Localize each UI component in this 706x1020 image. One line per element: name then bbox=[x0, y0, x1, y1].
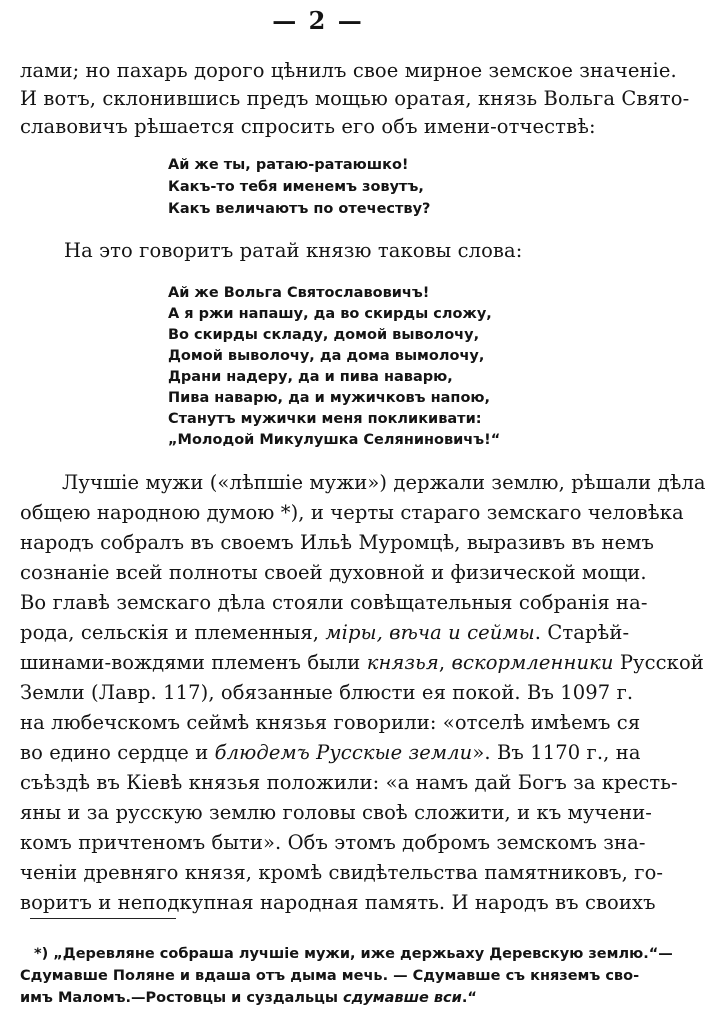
main-line-7-italic-1: князья bbox=[366, 651, 439, 674]
verse-one-line-3: Какъ величаютъ по отечеству? bbox=[168, 201, 431, 217]
verse-one-line-2: Какъ-то тебя именемъ зовутъ, bbox=[168, 179, 424, 195]
footnote-line-2: Сдумавше Поляне и вдаша отъ дыма мечь. — Сдумавше съ княземъ сво- bbox=[20, 968, 640, 984]
main-line-8: Земли (Лавр. 117), обязанные блюсти ея покой. Въ 1097 г. bbox=[20, 681, 634, 704]
main-line-5: Во главѣ земскаго дѣла стояли совѣщательныя собранія на- bbox=[20, 591, 648, 614]
main-line-4: сознаніе всей полноты своей духовной и физической мощи. bbox=[20, 561, 647, 584]
main-line-1: Лучшіе мужи («лѣпшіе мужи») держали землю, рѣшали дѣла bbox=[62, 471, 706, 494]
opening-line-3: славовичъ рѣшается спросить его объ имени-отчествѣ: bbox=[20, 115, 596, 138]
main-line-6-part-c: . Старѣй- bbox=[534, 621, 630, 644]
verse-two-line-3: Во скирды складу, домой выволочу, bbox=[168, 327, 480, 343]
footnote-line-3-italic: сдумавше вси bbox=[343, 990, 462, 1006]
main-line-10-part-c: ». Въ 1170 г., на bbox=[472, 741, 641, 764]
main-line-10-italic: блюдемъ Русскые земли bbox=[214, 741, 473, 764]
main-line-7-italic-2: вскормленники bbox=[451, 651, 614, 674]
verse-two-line-8: „Молодой Микулушка Селяниновичъ!“ bbox=[168, 432, 501, 448]
main-line-10 bbox=[20, 740, 641, 766]
footnote-line-1: *) „Деревляне собраша лучшіе мужи, иже держьаху Деревскую землю.“— bbox=[34, 946, 673, 962]
footnote-line-3-part-a: имъ Маломъ.—Ростовцы и суздальцы bbox=[20, 990, 344, 1006]
footnote-line-3 bbox=[20, 988, 477, 1008]
main-line-7-part-c: , bbox=[438, 651, 452, 674]
main-line-7-part-a: шинами-вождями племенъ были bbox=[20, 651, 367, 674]
main-line-11: съѣздѣ въ Кіевѣ князья положили: «а намъ дай Богъ за кресть- bbox=[20, 771, 678, 794]
middle-line: На это говоритъ ратай князю таковы слова: bbox=[64, 239, 523, 262]
verse-two-line-4: Домой выволочу, да дома вымолочу, bbox=[168, 348, 485, 364]
page-number: — 2 — bbox=[272, 6, 364, 35]
main-line-12: яны и за русскую землю головы своѣ сложити, и къ мучени- bbox=[20, 801, 652, 824]
main-line-6-italic: міры, вѣча и сеймы bbox=[325, 621, 535, 644]
opening-line-1: лами; но пахарь дорого цѣнилъ свое мирное земское значеніе. bbox=[20, 59, 677, 82]
main-line-9: на любечскомъ сеймѣ князья говорили: «отселѣ имѣемъ ся bbox=[20, 711, 641, 734]
main-line-6 bbox=[20, 620, 630, 646]
footnote-divider bbox=[30, 918, 176, 919]
main-line-6-part-a: рода, сельскія и племенныя, bbox=[20, 621, 326, 644]
footnote-line-3-part-c: .“ bbox=[461, 990, 477, 1006]
main-line-10-part-a: во едино сердце и bbox=[20, 741, 215, 764]
main-line-2: общею народною думою *), и черты стараго земскаго человѣка bbox=[20, 501, 684, 524]
verse-one-line-1: Ай же ты, ратаю-ратаюшко! bbox=[168, 157, 409, 173]
verse-two-line-1: Ай же Вольга Святославовичъ! bbox=[168, 285, 430, 301]
opening-line-2: И вотъ, склонившись предъ мощью оратая, князь Вольга Свято- bbox=[20, 87, 690, 110]
main-line-3: народъ собралъ въ своемъ Ильѣ Муромцѣ, выразивъ въ немъ bbox=[20, 531, 655, 554]
verse-two-line-5: Драни надеру, да и пива наварю, bbox=[168, 369, 453, 385]
main-line-7-part-e: Русской bbox=[613, 651, 704, 674]
main-line-14: ченіи древняго князя, кромѣ свидѣтельства памятниковъ, го- bbox=[20, 861, 664, 884]
verse-two-line-6: Пива наварю, да и мужичковъ напою, bbox=[168, 390, 491, 406]
main-line-13: комъ причтеномъ быти». Объ этомъ добромъ земскомъ зна- bbox=[20, 831, 646, 854]
verse-two-line-7: Станутъ мужички меня покликивати: bbox=[168, 411, 482, 427]
main-line-7 bbox=[20, 650, 704, 676]
verse-two-line-2: А я ржи напашу, да во скирды сложу, bbox=[168, 306, 492, 322]
main-line-15: воритъ и неподкупная народная память. И народъ въ своихъ bbox=[20, 891, 656, 914]
